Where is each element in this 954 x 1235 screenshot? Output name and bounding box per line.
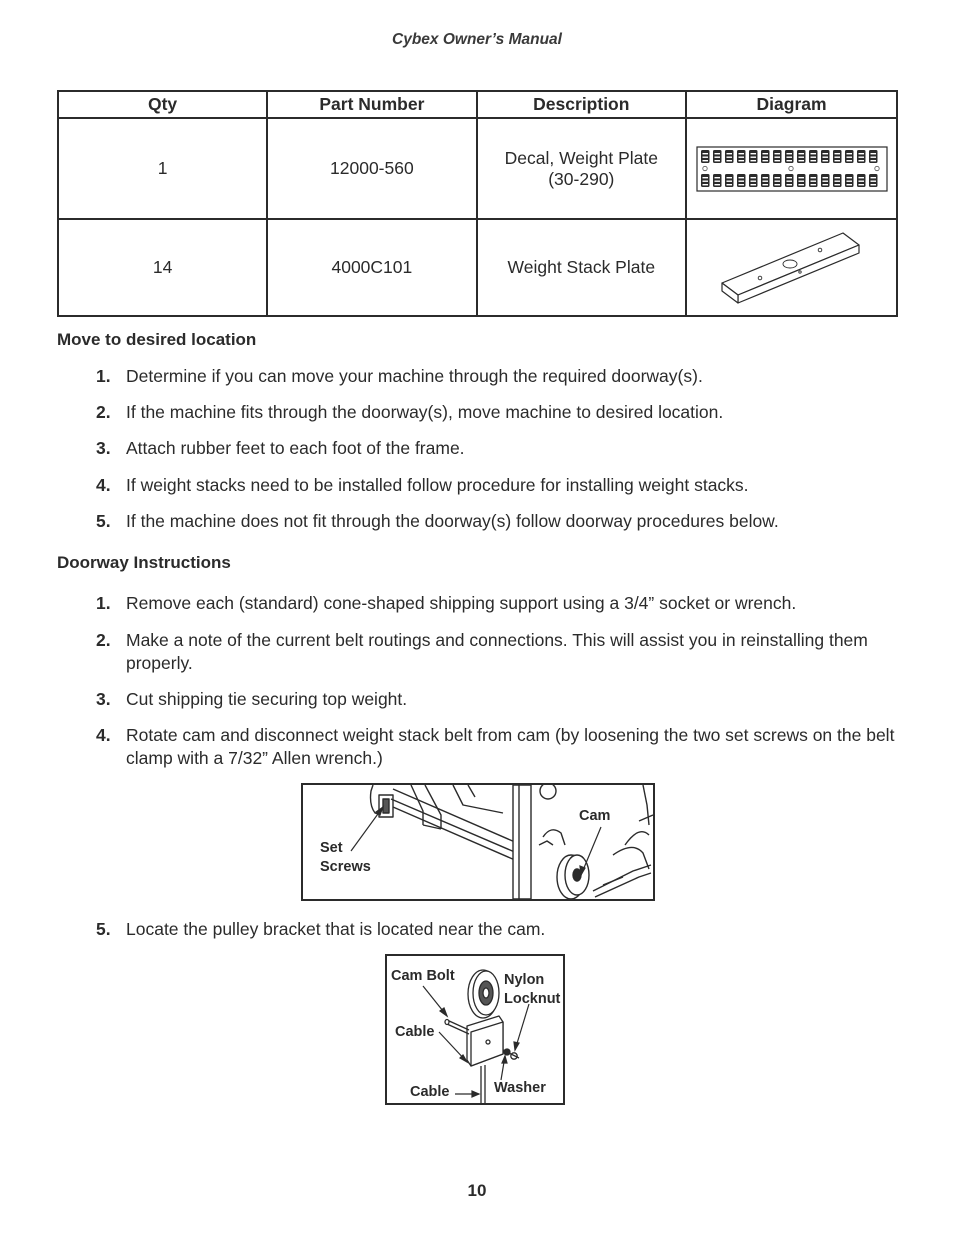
step-number: 5. bbox=[96, 919, 111, 939]
step-text: Attach rubber feet to each foot of the frame. bbox=[126, 438, 465, 458]
step-text: Make a note of the current belt routings and connections. This will assist you in reinstalling them properly. bbox=[126, 630, 868, 673]
decal-diagram bbox=[696, 146, 888, 192]
cable-upper-label: Cable bbox=[395, 1024, 435, 1040]
set-label: Set bbox=[320, 840, 343, 856]
cam-label: Cam bbox=[579, 808, 611, 824]
step-text: Remove each (standard) cone-shaped shipping support using a 3/4” socket or wrench. bbox=[126, 593, 797, 613]
table-row bbox=[58, 118, 897, 219]
step-number: 4. bbox=[96, 475, 111, 495]
column-header-diagram: Diagram bbox=[686, 91, 897, 118]
step-number: 1. bbox=[96, 366, 111, 386]
manual-title: Cybex Owner’s Manual bbox=[392, 31, 562, 48]
column-header-part-number: Part Number bbox=[267, 91, 476, 118]
column-header-description: Description bbox=[477, 91, 686, 118]
column-header-qty: Qty bbox=[58, 91, 267, 118]
cam-figure bbox=[301, 783, 655, 901]
description-line: Decal, Weight Plate bbox=[504, 147, 658, 168]
step-number: 5. bbox=[96, 511, 111, 531]
weight-plate-diagram bbox=[717, 227, 867, 309]
screws-label: Screws bbox=[320, 859, 371, 875]
cell-qty: 14 bbox=[58, 219, 267, 316]
move-section-title: Move to desired location bbox=[57, 330, 257, 349]
cell-qty: 1 bbox=[58, 118, 267, 219]
step-text: Determine if you can move your machine through the required doorway(s). bbox=[126, 366, 703, 386]
step-text: If the machine fits through the doorway(s), move machine to desired location. bbox=[126, 402, 724, 422]
cell-description bbox=[477, 118, 686, 219]
table-header-row bbox=[58, 91, 897, 118]
parts-table bbox=[57, 90, 898, 317]
nylon-label: Nylon bbox=[504, 972, 545, 988]
step-number: 2. bbox=[96, 402, 111, 422]
step-number: 4. bbox=[96, 725, 111, 745]
locknut-label: Locknut bbox=[504, 991, 561, 1007]
washer-label: Washer bbox=[494, 1080, 546, 1096]
step-number: 3. bbox=[96, 689, 111, 709]
step-text: If the machine does not fit through the doorway(s) follow doorway procedures below. bbox=[126, 511, 779, 531]
cell-diagram bbox=[686, 219, 897, 316]
cam-illustration bbox=[303, 785, 653, 899]
step-number: 1. bbox=[96, 593, 111, 613]
step-text: Locate the pulley bracket that is located near the cam. bbox=[126, 919, 546, 939]
description-line: (30-290) bbox=[548, 168, 615, 189]
doorway-section-title: Doorway Instructions bbox=[57, 553, 231, 572]
table-row bbox=[58, 219, 897, 316]
cell-diagram bbox=[686, 118, 897, 219]
cell-part-number: 4000C101 bbox=[267, 219, 476, 316]
cam-bolt-label: Cam Bolt bbox=[391, 968, 455, 984]
description-line: Weight Stack Plate bbox=[507, 257, 656, 277]
step-text: Cut shipping tie securing top weight. bbox=[126, 689, 408, 709]
pulley-bracket-figure bbox=[385, 954, 565, 1105]
step-number: 3. bbox=[96, 438, 111, 458]
step-text: If weight stacks need to be installed follow procedure for installing weight stacks. bbox=[126, 475, 749, 495]
cell-part-number: 12000-560 bbox=[267, 118, 476, 219]
step-number: 2. bbox=[96, 630, 111, 650]
cell-description bbox=[477, 219, 686, 316]
step-text: Rotate cam and disconnect weight stack belt from cam (by loosening the two set screws on the belt clamp with a 7/32” Allen wrench.) bbox=[126, 725, 895, 768]
cable-lower-label: Cable bbox=[410, 1084, 450, 1100]
page-number: 10 bbox=[467, 1181, 487, 1200]
